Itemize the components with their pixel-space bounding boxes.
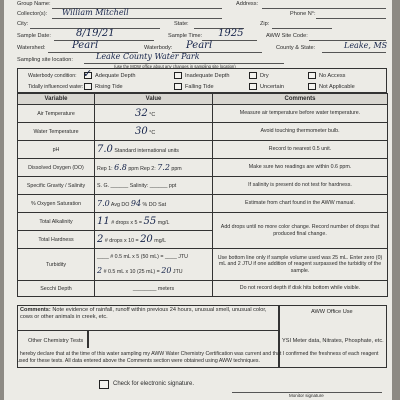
row-variable: Total Hardness bbox=[18, 231, 95, 249]
turbidity-line2-unit: JTU bbox=[172, 268, 183, 275]
do-sat-value[interactable]: 94 bbox=[130, 199, 142, 208]
row-variable: Secchi Depth bbox=[18, 281, 95, 297]
water-temp-value[interactable]: 30 bbox=[135, 126, 148, 137]
county-state-value: Leake, MS bbox=[344, 41, 388, 50]
watershed-value: Pearl bbox=[72, 40, 99, 51]
alkalinity-value[interactable]: 55 bbox=[143, 216, 157, 227]
location-label: Sampling site location: bbox=[17, 57, 73, 63]
header-variable: Variable bbox=[18, 94, 95, 105]
watershed-label: Watershed: bbox=[17, 45, 46, 51]
row-comment: Do not record depth if disk hits bottom while visible. bbox=[213, 281, 388, 297]
water-temp-unit: °C bbox=[149, 130, 156, 136]
option-not-applicable: Not Applicable bbox=[319, 84, 355, 90]
turbidity-line1-unit: JTU bbox=[178, 253, 188, 260]
row-variable: pH bbox=[18, 141, 95, 159]
check-mark-icon: ✓ bbox=[83, 67, 93, 80]
option-rising-tide: Rising Tide bbox=[95, 84, 123, 90]
ph-unit: Standard international units bbox=[114, 148, 179, 154]
salinity-unit: ppt bbox=[168, 182, 177, 189]
checkbox-rising-tide[interactable] bbox=[84, 83, 92, 90]
secchi-unit: meters bbox=[157, 285, 175, 292]
office-use-label: AWW Office Use bbox=[311, 309, 353, 315]
table-header-row bbox=[18, 94, 388, 105]
address-label: Address: bbox=[236, 1, 259, 7]
option-falling-tide: Falling Tide bbox=[185, 84, 214, 90]
sample-time-label: Sample Time: bbox=[168, 33, 203, 39]
location-value: Leake County Water Park bbox=[96, 52, 200, 61]
comments-text bbox=[20, 307, 275, 320]
collector-value: William Mitchell bbox=[62, 8, 129, 17]
row-comment: Add drops until no more color change. Record number of drops that produced final change. bbox=[213, 213, 388, 249]
option-uncertain: Uncertain bbox=[260, 84, 284, 90]
other-tests-divider bbox=[87, 330, 89, 348]
option-dry: Dry bbox=[260, 73, 269, 79]
other-tests-label: Other Chemistry Tests bbox=[28, 338, 84, 344]
table-row bbox=[18, 105, 388, 123]
avg-do-value[interactable]: 7.0 bbox=[97, 199, 110, 208]
row-variable: Turbidity bbox=[18, 249, 95, 281]
waterbody-label: Waterbody: bbox=[144, 45, 173, 51]
do-sat-unit: % DO Sat bbox=[142, 202, 167, 208]
comments-label: Comments: bbox=[20, 307, 51, 313]
site-code-label: AWW Site Code: bbox=[266, 33, 308, 39]
do-rep2-label: ppm Rep 2: bbox=[128, 166, 156, 172]
state-label: State: bbox=[174, 21, 189, 27]
option-adequate-depth: Adequate Depth bbox=[95, 73, 136, 79]
table-row bbox=[18, 249, 388, 281]
table-row: Specific Gravity / Salinity S. G. ______ Salinity: ______ ppt If salinity is present do not test for hardness. bbox=[18, 177, 388, 195]
sg-label: S. G. bbox=[97, 182, 110, 189]
row-variable: % Oxygen Saturation bbox=[18, 195, 95, 213]
phone-line bbox=[316, 18, 386, 19]
row-comment: Avoid touching thermometer bulb. bbox=[213, 123, 388, 141]
esign-checkbox[interactable] bbox=[99, 380, 109, 389]
alkalinity-label: # drops x 5 = bbox=[111, 220, 142, 226]
table-row: Secchi Depth ________ meters Do not record depth if disk hits bottom while visible. bbox=[18, 281, 388, 297]
table-row bbox=[18, 141, 388, 159]
sample-date-label: Sample Date: bbox=[17, 33, 51, 39]
county-state-line bbox=[322, 52, 386, 53]
salinity-label: Salinity: bbox=[129, 182, 149, 189]
measurements-table bbox=[17, 93, 388, 297]
avg-do-label: Avg DO bbox=[110, 202, 130, 208]
city-label: City: bbox=[17, 21, 29, 27]
collector-label: Collector(s): bbox=[17, 11, 48, 17]
phone-label: Phone N°: bbox=[290, 11, 316, 17]
option-inadequate-depth: Inadequate Depth bbox=[185, 73, 230, 79]
waterbody-value: Pearl bbox=[186, 40, 213, 51]
checkbox-dry[interactable] bbox=[249, 72, 257, 79]
header-comments: Comments bbox=[213, 94, 388, 105]
row-comment: If salinity is present do not test for hardness. bbox=[213, 177, 388, 195]
table-row bbox=[18, 123, 388, 141]
air-temp-unit: °C bbox=[149, 112, 156, 118]
turbidity-line-2 bbox=[97, 264, 210, 279]
hardness-label: # drops x 10 = bbox=[104, 238, 139, 244]
collector-line bbox=[52, 18, 222, 19]
do-rep1-label: Rep 1: bbox=[97, 166, 113, 172]
checkbox-inadequate-depth[interactable] bbox=[174, 72, 182, 79]
option-no-access: No Access bbox=[319, 73, 346, 79]
row-comment: Estimate from chart found in the AWW manual. bbox=[213, 195, 388, 213]
esign-label: Check for electronic signature. bbox=[113, 381, 195, 387]
checkbox-no-access[interactable] bbox=[308, 72, 316, 79]
do-rep1-value[interactable]: 6.8 bbox=[114, 163, 127, 172]
header-value: Value bbox=[95, 94, 213, 105]
do-unit: ppm bbox=[171, 166, 182, 172]
checkbox-uncertain[interactable] bbox=[249, 83, 257, 90]
sample-time-value: 1925 bbox=[218, 28, 244, 39]
waterbody-condition-label: Waterbody condition: bbox=[28, 73, 77, 79]
monitor-signature-label: Monitor signature bbox=[289, 393, 324, 398]
turbidity-drops[interactable]: 2 bbox=[97, 265, 103, 275]
row-comment: Measure air temperature before water temperature. bbox=[213, 105, 388, 123]
turbidity-line2-label: # 0.5 mL x 10 (25 mL) = bbox=[103, 268, 160, 275]
address-line bbox=[262, 8, 386, 9]
ysi-note: YSI Meter data, Nitrates, Phosphate, etc. bbox=[282, 338, 384, 344]
row-variable: Air Temperature bbox=[18, 105, 95, 123]
row-variable: Total Alkalinity bbox=[18, 213, 95, 231]
ph-value[interactable]: 7.0 bbox=[97, 144, 113, 155]
row-comment: Use bottom line only if sample volume used was 25 mL. Enter zero (0) mL and 2 JTU if one addition of reagent surpassed the turbidity of the sample. bbox=[213, 249, 388, 281]
location-note: (use the MOW office about any changes in sampling site location) bbox=[114, 64, 236, 69]
turbidity-line-1: ____ # 0.5 mL x 5 (50 mL) = ____ JTU bbox=[97, 253, 188, 260]
checkbox-falling-tide[interactable] bbox=[174, 83, 182, 90]
zip-line bbox=[272, 28, 332, 29]
row-variable: Specific Gravity / Salinity bbox=[18, 177, 95, 195]
alkalinity-unit: mg/L bbox=[157, 220, 170, 226]
table-row bbox=[18, 159, 388, 177]
row-comment: Record to nearest 0.5 unit. bbox=[213, 141, 388, 159]
row-comment: Make sure two readings are within 0.6 ppm. bbox=[213, 159, 388, 177]
hardness-drops[interactable]: 2 bbox=[97, 234, 104, 245]
tidal-label: Tidally influenced water: bbox=[28, 84, 84, 90]
group-name-label: Group Name: bbox=[17, 1, 51, 7]
table-row bbox=[18, 213, 388, 231]
hardness-unit: mg/L bbox=[154, 238, 167, 244]
alkalinity-drops[interactable]: 11 bbox=[97, 216, 110, 227]
row-variable: Water Temperature bbox=[18, 123, 95, 141]
air-temp-value[interactable]: 32 bbox=[135, 108, 148, 119]
data-sheet bbox=[4, 0, 392, 400]
turbidity-line1-label: # 0.5 mL x 5 (50 mL) = bbox=[110, 253, 164, 260]
declaration-text: I hereby declare that at the time of this water sampling my AWW Water Chemistry Certification was current and that I confirmed the freshness of each reagent used for these tests. All data entered above the Comments section were obtained using AWW techniques. bbox=[17, 351, 379, 364]
sample-date-value: 8/19/21 bbox=[76, 28, 115, 39]
comments-note: Note evidence of rainfall, runoff within previous 24 hours, unusual smell, unusual color, cows or other animals in creek, etc. bbox=[20, 307, 267, 320]
do-rep2-value[interactable]: 7.2 bbox=[157, 163, 170, 172]
table-row bbox=[18, 195, 388, 213]
county-state-label: County & State: bbox=[276, 45, 316, 51]
sample-date-line bbox=[54, 40, 154, 41]
zip-label: Zip: bbox=[260, 21, 270, 27]
checkbox-not-applicable[interactable] bbox=[308, 83, 316, 90]
hardness-value[interactable]: 20 bbox=[140, 234, 153, 245]
turbidity-value[interactable]: 20 bbox=[161, 265, 172, 275]
row-variable: Dissolved Oxygen (DO) bbox=[18, 159, 95, 177]
